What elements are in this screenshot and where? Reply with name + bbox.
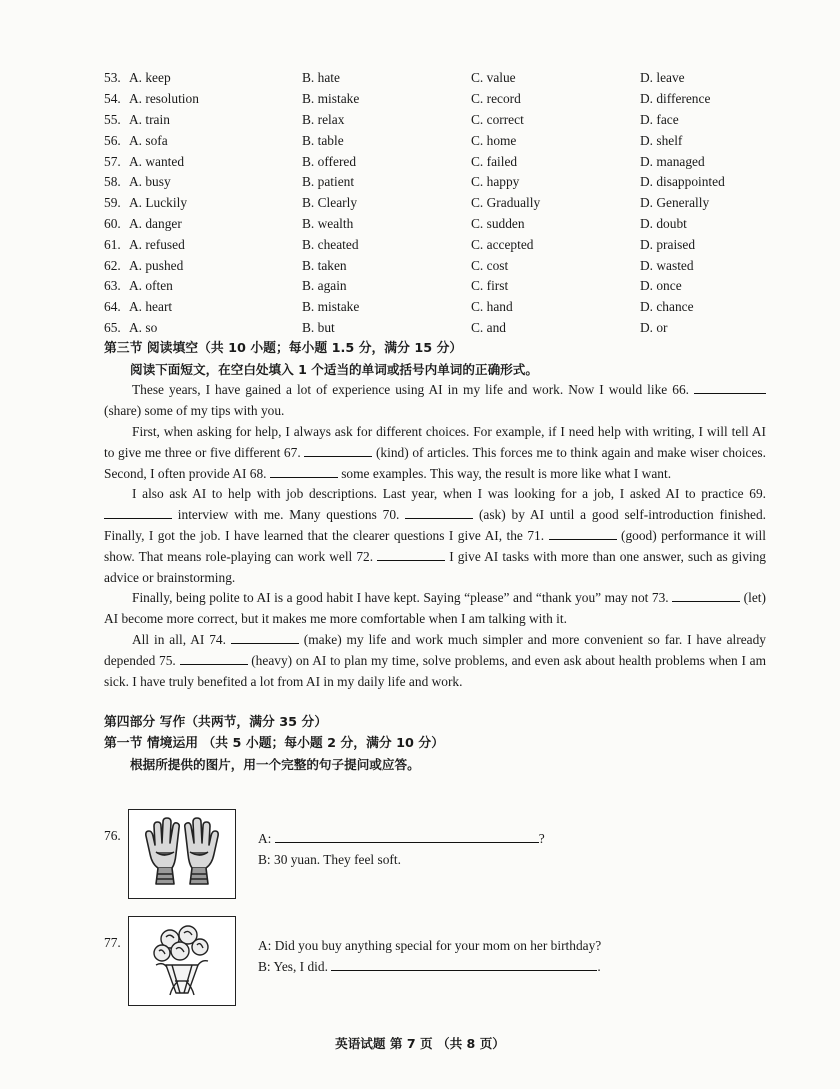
- option-a: A. Luckily: [129, 195, 188, 211]
- part4-sub-heading: 第一节 情境运用 （共 5 小题；每小题 2 分，满分 10 分）: [104, 736, 444, 752]
- option-b: B. Clearly: [302, 195, 358, 211]
- option-row: [104, 172, 766, 193]
- option-d: D. face: [640, 111, 679, 127]
- question-number: 53.: [104, 70, 121, 86]
- question-number: 58.: [104, 174, 121, 190]
- option-a: A. train: [129, 111, 170, 127]
- option-row: [104, 318, 766, 339]
- blank-66[interactable]: [694, 380, 766, 394]
- option-b: B. cheated: [302, 236, 359, 252]
- passage-paragraph-2: First, when asking for help, I always ask for different choices. For example, if I need help with writing, I will tell AI to give me three or five different 67. (kind) of articles. This forces me to think again and make wiser choices. Second, I often provide AI 68. some examples. This way, the result is more like what I want.: [104, 423, 766, 481]
- question-number: 59.: [104, 195, 121, 211]
- option-a: A. danger: [129, 215, 182, 231]
- option-row: [104, 130, 766, 151]
- option-b: B. hate: [302, 70, 340, 86]
- page-footer: 英语试题 第 7 页 （共 8 页）: [335, 1036, 505, 1051]
- option-d: D. shelf: [640, 132, 683, 148]
- option-row: [104, 110, 766, 131]
- option-b: B. wealth: [302, 215, 354, 231]
- option-d: D. leave: [640, 70, 685, 86]
- option-row: [104, 276, 766, 297]
- blank-68[interactable]: [270, 464, 338, 478]
- blank-67[interactable]: [304, 443, 372, 457]
- option-row: [104, 297, 766, 318]
- option-row: [104, 151, 766, 172]
- option-d: D. once: [640, 278, 682, 294]
- dialogue-76: A: ? B: 30 yuan. They feel soft.: [258, 831, 545, 867]
- question-number: 56.: [104, 132, 121, 148]
- option-c: C. accepted: [471, 236, 534, 252]
- option-row: [104, 214, 766, 235]
- option-a: A. refused: [129, 236, 185, 252]
- passage-paragraph-1: These years, I have gained a lot of experience using AI in my life and work. Now I would like 66. (share) some of my tips with you.: [104, 380, 766, 422]
- option-c: C. correct: [471, 111, 524, 127]
- option-a: A. heart: [129, 299, 173, 315]
- blank-70[interactable]: [405, 505, 473, 519]
- passage-paragraph-5: All in all, AI 74. (make) my life and work much simpler and more convenient so far. I have already depended 75. (heavy) on AI to plan my time, solve problems, and even ask about health problems when I am sick. I have truly benefited a lot from AI in my daily life and work.: [104, 631, 766, 689]
- option-row: [104, 255, 766, 276]
- option-c: C. failed: [471, 153, 518, 169]
- option-b: B. offered: [302, 153, 357, 169]
- question-number: 65.: [104, 319, 121, 335]
- question-number: 55.: [104, 111, 121, 127]
- option-c: C. and: [471, 319, 506, 335]
- option-d: D. praised: [640, 236, 696, 252]
- flowers-icon: [142, 921, 222, 1001]
- question-number: 76.: [104, 828, 121, 843]
- blank-75[interactable]: [180, 651, 248, 665]
- option-a: A. keep: [129, 70, 171, 86]
- option-a: A. so: [129, 319, 158, 335]
- option-a: A. busy: [129, 174, 171, 190]
- blank-74[interactable]: [231, 630, 299, 644]
- dialogue-77: A: Did you buy anything special for your mom on her birthday? B: Yes, I did. .: [258, 938, 602, 974]
- blank-73[interactable]: [672, 588, 740, 602]
- part4-instruction: 根据所提供的图片，用一个完整的句子提问或应答。: [130, 757, 420, 773]
- question-number: 64.: [104, 299, 121, 315]
- option-c: C. happy: [471, 174, 520, 190]
- option-a: A. sofa: [129, 132, 168, 148]
- option-b: B. but: [302, 319, 335, 335]
- option-c: C. sudden: [471, 215, 525, 231]
- option-d: D. wasted: [640, 257, 694, 273]
- option-c: C. first: [471, 278, 509, 294]
- answer-line-76[interactable]: [275, 829, 539, 843]
- gloves-icon: [142, 814, 222, 892]
- answer-line-77[interactable]: [331, 957, 597, 971]
- question-number: 57.: [104, 153, 121, 169]
- question-number: 54.: [104, 91, 121, 107]
- option-c: C. home: [471, 132, 517, 148]
- option-b: B. mistake: [302, 91, 360, 107]
- option-c: C. record: [471, 91, 521, 107]
- option-d: D. chance: [640, 299, 694, 315]
- option-b: B. relax: [302, 111, 345, 127]
- option-d: D. difference: [640, 91, 711, 107]
- option-d: D. or: [640, 319, 668, 335]
- question-number: 62.: [104, 257, 121, 273]
- option-b: B. mistake: [302, 299, 360, 315]
- question-number: 60.: [104, 215, 121, 231]
- section3-heading: 第三节 阅读填空（共 10 小题；每小题 1.5 分，满分 15 分）: [104, 341, 463, 357]
- option-d: D. managed: [640, 153, 705, 169]
- option-a: A. pushed: [129, 257, 184, 273]
- option-a: A. resolution: [129, 91, 199, 107]
- blank-72[interactable]: [377, 547, 445, 561]
- option-b: B. patient: [302, 174, 355, 190]
- option-c: C. hand: [471, 299, 513, 315]
- flowers-picture: [128, 916, 236, 1006]
- option-a: A. wanted: [129, 153, 185, 169]
- option-row: [104, 89, 766, 110]
- blank-69[interactable]: [104, 505, 172, 519]
- option-row: [104, 68, 766, 89]
- option-d: D. disappointed: [640, 174, 725, 190]
- option-a: A. often: [129, 278, 173, 294]
- exam-page: [104, 68, 766, 775]
- option-b: B. table: [302, 132, 344, 148]
- option-row: [104, 234, 766, 255]
- option-row: [104, 193, 766, 214]
- option-d: D. Generally: [640, 195, 710, 211]
- passage-paragraph-4: Finally, being polite to AI is a good habit I have kept. Saying “please” and “thank you” may not 73. (let) AI become more correct, but it makes me more comfortable when I am talking with it.: [104, 590, 766, 627]
- options-table: [104, 68, 766, 338]
- part4-heading: 第四部分 写作（共两节，满分 35 分）: [104, 715, 328, 731]
- blank-71[interactable]: [549, 526, 617, 540]
- option-b: B. again: [302, 278, 347, 294]
- gloves-picture: [128, 809, 236, 899]
- question-number: 61.: [104, 236, 121, 252]
- passage-paragraph-3: I also ask AI to help with job descriptions. Last year, when I was looking for a job, I asked AI to practice 69. interview with me. Many questions 70. (ask) by AI until a good self-introduction finished. Finally, I got the job. I have learned that the clearer questions I give AI, the 71. (good) performance it will show. That means role-playing can work well 72. I give AI tasks with more than one answer, such as giving advice or brainstorming.: [104, 486, 766, 585]
- option-c: C. cost: [471, 257, 509, 273]
- option-c: C. value: [471, 70, 516, 86]
- option-d: D. doubt: [640, 215, 687, 231]
- option-b: B. taken: [302, 257, 347, 273]
- section3-instruction: 阅读下面短文，在空白处填入 1 个适当的单词或括号内单词的正确形式。: [130, 362, 538, 378]
- question-number: 63.: [104, 278, 121, 294]
- option-c: C. Gradually: [471, 195, 541, 211]
- question-number: 77.: [104, 935, 121, 950]
